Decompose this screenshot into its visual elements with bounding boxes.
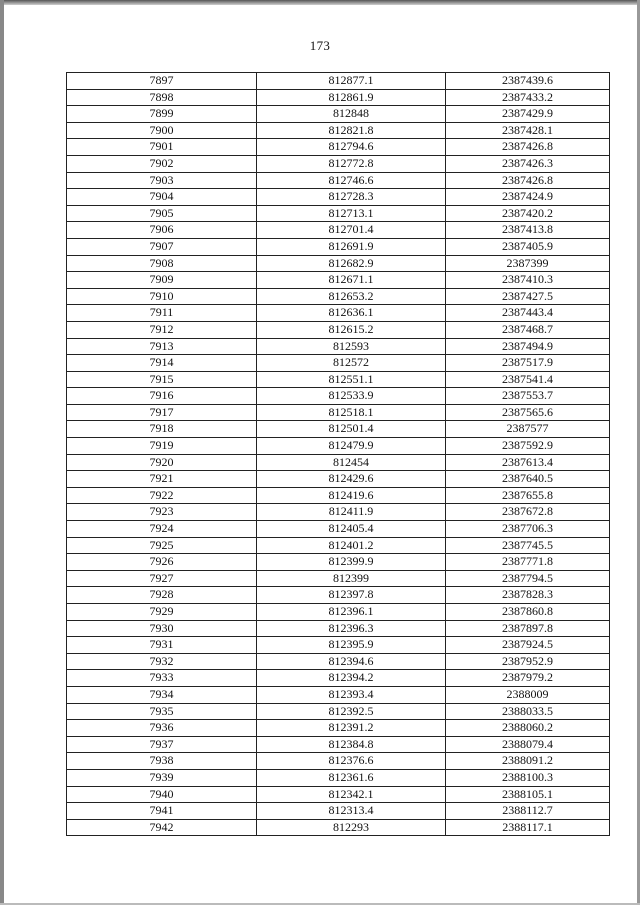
point-number-cell: 7906 (67, 222, 257, 239)
point-number-cell: 7923 (67, 504, 257, 521)
y-coordinate-cell: 2388091.2 (446, 753, 610, 770)
x-coordinate-cell: 812572 (257, 355, 446, 372)
x-coordinate-cell: 812653.2 (257, 288, 446, 305)
y-coordinate-cell: 2387426.8 (446, 172, 610, 189)
table-row (67, 803, 610, 820)
point-number-cell: 7927 (67, 570, 257, 587)
y-coordinate-cell: 2387410.3 (446, 272, 610, 289)
point-number-cell: 7914 (67, 355, 257, 372)
x-coordinate-cell: 812533.9 (257, 388, 446, 405)
x-coordinate-cell: 812636.1 (257, 305, 446, 322)
table-row (67, 703, 610, 720)
page-number: 173 (309, 38, 331, 53)
y-coordinate-cell: 2387424.9 (446, 189, 610, 206)
point-number-cell: 7913 (67, 338, 257, 355)
table-row (67, 670, 610, 687)
x-coordinate-cell: 812293 (257, 819, 446, 836)
x-coordinate-cell: 812713.1 (257, 205, 446, 222)
table-row (67, 769, 610, 786)
table-row (67, 355, 610, 372)
y-coordinate-cell: 2387577 (446, 421, 610, 438)
x-coordinate-cell: 812848 (257, 106, 446, 123)
y-coordinate-cell: 2387771.8 (446, 554, 610, 571)
y-coordinate-cell: 2388100.3 (446, 769, 610, 786)
table-row (67, 454, 610, 471)
y-coordinate-cell: 2387553.7 (446, 388, 610, 405)
y-coordinate-cell: 2387672.8 (446, 504, 610, 521)
x-coordinate-cell: 812877.1 (257, 73, 446, 90)
x-coordinate-cell: 812615.2 (257, 321, 446, 338)
point-number-cell: 7907 (67, 238, 257, 255)
y-coordinate-cell: 2387426.3 (446, 155, 610, 172)
x-coordinate-cell: 812551.1 (257, 371, 446, 388)
y-coordinate-cell: 2388112.7 (446, 803, 610, 820)
x-coordinate-cell: 812861.9 (257, 89, 446, 106)
table-row (67, 620, 610, 637)
x-coordinate-cell: 812313.4 (257, 803, 446, 820)
table-row (67, 537, 610, 554)
x-coordinate-cell: 812342.1 (257, 786, 446, 803)
y-coordinate-cell: 2387517.9 (446, 355, 610, 372)
y-coordinate-cell: 2388079.4 (446, 736, 610, 753)
table-row (67, 89, 610, 106)
y-coordinate-cell: 2387794.5 (446, 570, 610, 587)
table-row (67, 753, 610, 770)
table-row (67, 587, 610, 604)
x-coordinate-cell: 812701.4 (257, 222, 446, 239)
y-coordinate-cell: 2387468.7 (446, 321, 610, 338)
table-row (67, 819, 610, 836)
point-number-cell: 7921 (67, 471, 257, 488)
x-coordinate-cell: 812479.9 (257, 438, 446, 455)
point-number-cell: 7904 (67, 189, 257, 206)
table-row (67, 487, 610, 504)
point-number-cell: 7934 (67, 686, 257, 703)
point-number-cell: 7918 (67, 421, 257, 438)
table-row (67, 720, 610, 737)
point-number-cell: 7902 (67, 155, 257, 172)
table-row (67, 338, 610, 355)
point-number-cell: 7942 (67, 819, 257, 836)
table-row (67, 554, 610, 571)
table-row (67, 155, 610, 172)
x-coordinate-cell: 812395.9 (257, 637, 446, 654)
x-coordinate-cell: 812691.9 (257, 238, 446, 255)
table-row (67, 272, 610, 289)
table-row (67, 288, 610, 305)
point-number-cell: 7900 (67, 122, 257, 139)
y-coordinate-cell: 2387952.9 (446, 653, 610, 670)
point-number-cell: 7897 (67, 73, 257, 90)
y-coordinate-cell: 2387979.2 (446, 670, 610, 687)
table-row (67, 106, 610, 123)
point-number-cell: 7926 (67, 554, 257, 571)
x-coordinate-cell: 812392.5 (257, 703, 446, 720)
x-coordinate-cell: 812401.2 (257, 537, 446, 554)
point-number-cell: 7911 (67, 305, 257, 322)
x-coordinate-cell: 812671.1 (257, 272, 446, 289)
y-coordinate-cell: 2388009 (446, 686, 610, 703)
table-row (67, 686, 610, 703)
y-coordinate-cell: 2387706.3 (446, 521, 610, 538)
y-coordinate-cell: 2387433.2 (446, 89, 610, 106)
y-coordinate-cell: 2387399 (446, 255, 610, 272)
point-number-cell: 7915 (67, 371, 257, 388)
x-coordinate-cell: 812518.1 (257, 404, 446, 421)
point-number-cell: 7910 (67, 288, 257, 305)
point-number-cell: 7917 (67, 404, 257, 421)
point-number-cell: 7925 (67, 537, 257, 554)
table-row (67, 238, 610, 255)
table-row (67, 371, 610, 388)
table-row (67, 471, 610, 488)
x-coordinate-cell: 812429.6 (257, 471, 446, 488)
table-row (67, 786, 610, 803)
table-row (67, 73, 610, 90)
x-coordinate-cell: 812393.4 (257, 686, 446, 703)
x-coordinate-cell: 812361.6 (257, 769, 446, 786)
y-coordinate-cell: 2387429.9 (446, 106, 610, 123)
y-coordinate-cell: 2387443.4 (446, 305, 610, 322)
table-row (67, 172, 610, 189)
y-coordinate-cell: 2387565.6 (446, 404, 610, 421)
table-row (67, 604, 610, 621)
y-coordinate-cell: 2387828.3 (446, 587, 610, 604)
table-row (67, 504, 610, 521)
point-number-cell: 7903 (67, 172, 257, 189)
table-row (67, 305, 610, 322)
point-number-cell: 7912 (67, 321, 257, 338)
table-row (67, 421, 610, 438)
table-row (67, 321, 610, 338)
table-row (67, 205, 610, 222)
point-number-cell: 7898 (67, 89, 257, 106)
y-coordinate-cell: 2387420.2 (446, 205, 610, 222)
x-coordinate-cell: 812396.3 (257, 620, 446, 637)
y-coordinate-cell: 2387897.8 (446, 620, 610, 637)
point-number-cell: 7901 (67, 139, 257, 156)
table-row (67, 404, 610, 421)
y-coordinate-cell: 2387860.8 (446, 604, 610, 621)
y-coordinate-cell: 2387613.4 (446, 454, 610, 471)
y-coordinate-cell: 2387541.4 (446, 371, 610, 388)
point-number-cell: 7908 (67, 255, 257, 272)
coordinates-table (66, 72, 610, 836)
x-coordinate-cell: 812397.8 (257, 587, 446, 604)
table-row (67, 570, 610, 587)
point-number-cell: 7899 (67, 106, 257, 123)
y-coordinate-cell: 2387427.5 (446, 288, 610, 305)
x-coordinate-cell: 812405.4 (257, 521, 446, 538)
x-coordinate-cell: 812746.6 (257, 172, 446, 189)
table-row (67, 255, 610, 272)
table-row (67, 637, 610, 654)
x-coordinate-cell: 812419.6 (257, 487, 446, 504)
table-row (67, 521, 610, 538)
x-coordinate-cell: 812411.9 (257, 504, 446, 521)
table-row (67, 653, 610, 670)
point-number-cell: 7920 (67, 454, 257, 471)
y-coordinate-cell: 2387640.5 (446, 471, 610, 488)
y-coordinate-cell: 2387413.8 (446, 222, 610, 239)
point-number-cell: 7905 (67, 205, 257, 222)
x-coordinate-cell: 812772.8 (257, 155, 446, 172)
point-number-cell: 7938 (67, 753, 257, 770)
y-coordinate-cell: 2387428.1 (446, 122, 610, 139)
point-number-cell: 7937 (67, 736, 257, 753)
x-coordinate-cell: 812399 (257, 570, 446, 587)
scan-edge-left (0, 0, 4, 905)
point-number-cell: 7932 (67, 653, 257, 670)
x-coordinate-cell: 812794.6 (257, 139, 446, 156)
point-number-cell: 7933 (67, 670, 257, 687)
scan-edge-top (0, 0, 640, 5)
point-number-cell: 7919 (67, 438, 257, 455)
table-row (67, 388, 610, 405)
x-coordinate-cell: 812399.9 (257, 554, 446, 571)
x-coordinate-cell: 812384.8 (257, 736, 446, 753)
x-coordinate-cell: 812376.6 (257, 753, 446, 770)
y-coordinate-cell: 2388033.5 (446, 703, 610, 720)
y-coordinate-cell: 2388060.2 (446, 720, 610, 737)
y-coordinate-cell: 2388117.1 (446, 819, 610, 836)
table-row (67, 139, 610, 156)
x-coordinate-cell: 812394.2 (257, 670, 446, 687)
x-coordinate-cell: 812821.8 (257, 122, 446, 139)
y-coordinate-cell: 2387655.8 (446, 487, 610, 504)
table-row (67, 122, 610, 139)
x-coordinate-cell: 812394.6 (257, 653, 446, 670)
y-coordinate-cell: 2387592.9 (446, 438, 610, 455)
point-number-cell: 7931 (67, 637, 257, 654)
y-coordinate-cell: 2388105.1 (446, 786, 610, 803)
point-number-cell: 7936 (67, 720, 257, 737)
x-coordinate-cell: 812728.3 (257, 189, 446, 206)
y-coordinate-cell: 2387745.5 (446, 537, 610, 554)
point-number-cell: 7929 (67, 604, 257, 621)
y-coordinate-cell: 2387426.8 (446, 139, 610, 156)
table-row (67, 189, 610, 206)
table-row (67, 222, 610, 239)
y-coordinate-cell: 2387924.5 (446, 637, 610, 654)
y-coordinate-cell: 2387405.9 (446, 238, 610, 255)
x-coordinate-cell: 812682.9 (257, 255, 446, 272)
point-number-cell: 7916 (67, 388, 257, 405)
x-coordinate-cell: 812391.2 (257, 720, 446, 737)
point-number-cell: 7930 (67, 620, 257, 637)
x-coordinate-cell: 812501.4 (257, 421, 446, 438)
point-number-cell: 7909 (67, 272, 257, 289)
point-number-cell: 7935 (67, 703, 257, 720)
y-coordinate-cell: 2387494.9 (446, 338, 610, 355)
point-number-cell: 7924 (67, 521, 257, 538)
point-number-cell: 7928 (67, 587, 257, 604)
table-row (67, 438, 610, 455)
point-number-cell: 7940 (67, 786, 257, 803)
point-number-cell: 7939 (67, 769, 257, 786)
point-number-cell: 7941 (67, 803, 257, 820)
coordinates-table-body (67, 73, 610, 836)
table-row (67, 736, 610, 753)
point-number-cell: 7922 (67, 487, 257, 504)
y-coordinate-cell: 2387439.6 (446, 73, 610, 90)
x-coordinate-cell: 812396.1 (257, 604, 446, 621)
x-coordinate-cell: 812454 (257, 454, 446, 471)
x-coordinate-cell: 812593 (257, 338, 446, 355)
